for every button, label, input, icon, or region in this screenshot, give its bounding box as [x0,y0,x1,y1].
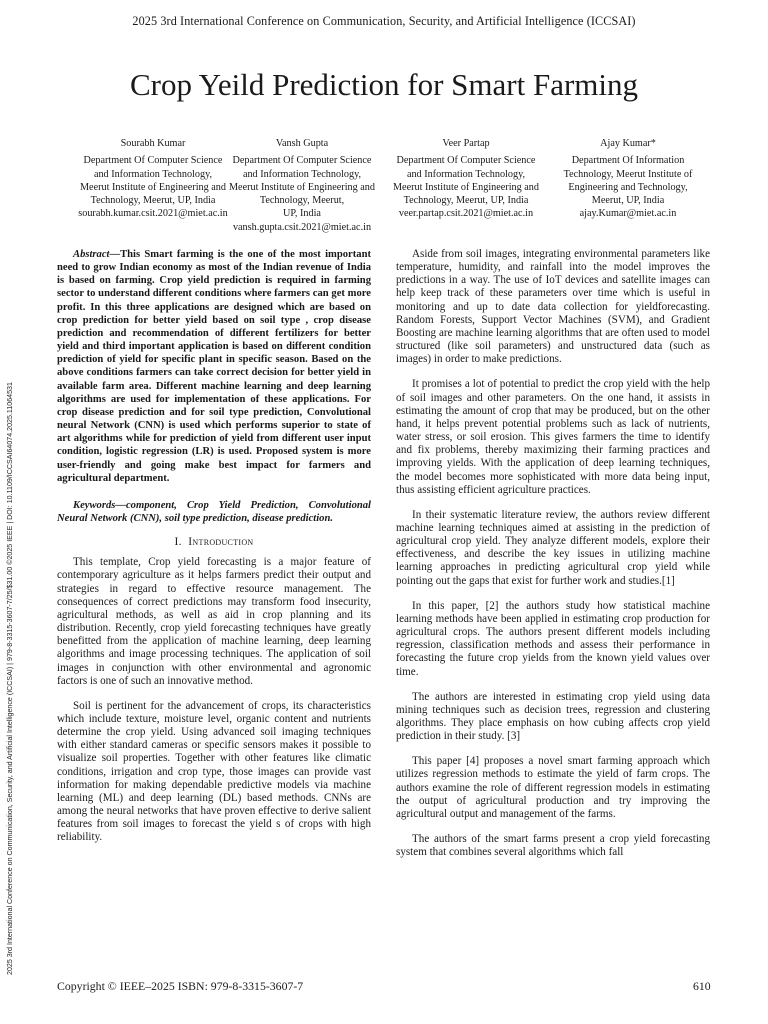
body-paragraph: The authors are interested in estimating crop yield using data mining techniques such as decision trees, regression and clustering algorithms. They place emphasis on how cubing affects crop yield prediction in their study. [3] [396,690,710,743]
author-affiliation-line: Technology, Meerut, UP, India [403,195,529,207]
keywords [57,499,371,525]
section-heading-introduction [57,535,371,548]
author-affiliation-line: Meerut Institute of Engineering and [229,181,375,193]
author-block-2 [218,137,386,234]
body-paragraph: In this paper, [2] the authors study how statistical machine learning methods have been applied in estimating crop production for agricultural crops. The authors present different models including regression, classification methods and assess their performance in forecasting the future crop yields from the known yield values over time. [396,599,710,678]
abstract-text: —This Smart farming is the one of the most important need to grow Indian economy as most of the Indian revenue of India is based on farming. Crop yield prediction is required in farming sector to understand different conditions where farmers can get more profit. In this three applications are designed which are based on crop prediction for better yield based on soil type , crop disease prediction and recommendation of different fertilizers for better yield and third important application is based on different condition prediction of yield for specific plant in specific season. Based on the above conditions farmers can take correct decision for better yield in available farm area. Different machine learning and deep learning algorithms are used for implementation of these applications. For crop disease prediction and for soil type prediction, Convolutional neural Network (CNN) is used which performs superior to state of art algorithms while for prediction of yield from different user input condition, logistic regression (LR) is used. Proposed system is more user-friendly and going make best impact for farmers and agricultural department. [57,249,371,484]
author-affiliation-line: Technology, Meerut, [259,195,345,207]
page-number: 610 [693,979,711,993]
author-affiliation-line: Technology, Meerut, UP, India [90,195,216,207]
author-affiliation-line: Department Of Computer Science [83,155,223,167]
author-email: ajay.Kumar@miet.ac.in [579,208,677,220]
abstract-label: Abstract [73,249,110,260]
author-name: Veer Partap [442,138,490,149]
author-affiliation-line: and Information Technology, [93,168,213,180]
keywords-text: —component, Crop Yield Prediction, Convolutional Neural Network (CNN), soil type prediction, disease prediction. [57,499,371,524]
author-affiliation-line: UP, India [283,208,321,220]
right-column [396,248,710,871]
section-title: Introduction [188,535,254,549]
body-paragraph: Aside from soil images, integrating environmental parameters like temperature, humidity, and rainfall into the model improves the predictions in a way. The use of IoT devices and satellite images can help keep track of these parameters over time which is useful in monitoring and up to date data collection for yieldforecasting. Random Forests, Support Vector Machines (SVM), and Gradient Boosting are machine learning algorithms that are often used to model structured (like soil parameters) and unstructured data (such as images) in order to make predictions. [396,248,710,366]
body-paragraph: Soil is pertinent for the advancement of crops, its characteristics which include texture, moisture level, organic content and nutrients determine the crop yield. Using advanced soil imaging techniques with either standard cameras or specific sensors makes it possible to visualize soil properties. Together with other features like climatic conditions, irrigation and crop type, those images can provide vast information for making dependable predictive models via machine learning (ML) and deep learning (DL) based methods. CNNs are among the neural networks that have proven effective to derive salient features from soil images to forecast the yield s of crops with high reliability. [57,699,371,844]
author-email: vansh.gupta.csit.2021@miet.ac.in [232,221,372,233]
author-affiliation-line: and Information Technology, [242,168,362,180]
conference-header: 2025 3rd International Conference on Communication, Security, and Artificial Intelligence (ICCSAI) [132,14,636,28]
author-name: Vansh Gupta [275,138,329,149]
author-block-1 [69,137,237,221]
copyright-footer: Copyright © IEEE–2025 ISBN: 979-8-3315-3607-7 [57,979,304,993]
author-affiliation-line: Meerut Institute of Engineering and [80,181,226,193]
body-paragraph: In their systematic literature review, the authors review different machine learning techniques aimed at assisting in the prediction of agricultural crop yield. They analyze different models, explore their effectiveness, and describe the key issues in utilizing machine learning approaches in predicting agricultural crop yield while pointing out the gaps that exist for further work and studies.[1] [396,508,710,587]
body-paragraph: It promises a lot of potential to predict the crop yield with the help of soil images and other parameters. On the one hand, it assists in estimating the amount of crop that may be produced, but on the other hand, it helps prevent potential problems such as lack of nutrients, water stress, or soil erosion. This gives farmers the time to identify and fix problems, thereby maximizing their farming practices and improving yields. With the application of deep learning techniques, the model becomes more sophisticated with more data being input, thus assisting efficient agriculture practices. [396,378,710,496]
section-number: I. [174,535,182,549]
author-name: Sourabh Kumar [120,138,186,149]
keywords-label: Keywords [73,499,116,511]
author-affiliation-line: Meerut, UP, India [591,195,665,207]
body-paragraph: This template, Crop yield forecasting is a major feature of contemporary agriculture as it helps farmers predict their output and strategies in regard to effective resource management. The consequences of correct predictions may transform food insecurity, agricultural methods, as well as aid in crop planning and its distribution. Recently, crop yield forecasting techniques have greatly benefitted from the application of machine learning, deep learning algorithms and image processing techniques. The application of soil images in conjunction with other environmental and agronomic factors is one of such an innovative method. [57,556,371,687]
author-email: sourabh.kumar.csit.2021@miet.ac.in [78,208,228,220]
author-block-3 [382,137,550,221]
body-paragraph: This paper [4] proposes a novel smart farming approach which utilizes regression methods to estimate the yield of farm crops. The authors examine the role of different regression models in estimating the output of agricultural production and try improving the agricultural output and management of the farms. [396,755,710,820]
author-affiliation-line: Department Of Computer Science [396,155,536,167]
author-name: Ajay Kumar* [600,138,656,149]
left-column [57,248,371,857]
author-affiliation-line: Meerut Institute of Engineering and [393,181,539,193]
abstract [57,248,371,485]
author-affiliation-line: and Information Technology, [406,168,526,180]
author-block-4 [544,137,712,221]
body-paragraph: The authors of the smart farms present a crop yield forecasting system that combines several algorithms which fall [396,833,710,859]
author-affiliation-line: Department Of Computer Science [232,155,372,167]
author-affiliation-line: Engineering and Technology, [568,181,688,193]
author-affiliation-line: Department Of Information [571,155,685,167]
paper-title: Crop Yeild Prediction for Smart Farming [129,67,639,102]
side-doi-strip: 2025 3rd International Conference on Communication, Security, and Artificial Intelligence (ICCSAI) | 979-8-3315-3607-7/25/$31.00 ©2025 IEEE | DOI: 10.1109/ICCSAI64074.2025.11064531 [6,382,14,975]
author-affiliation-line: Technology, Meerut Institute of [563,168,693,180]
author-email: veer.partap.csit.2021@miet.ac.in [398,208,534,220]
